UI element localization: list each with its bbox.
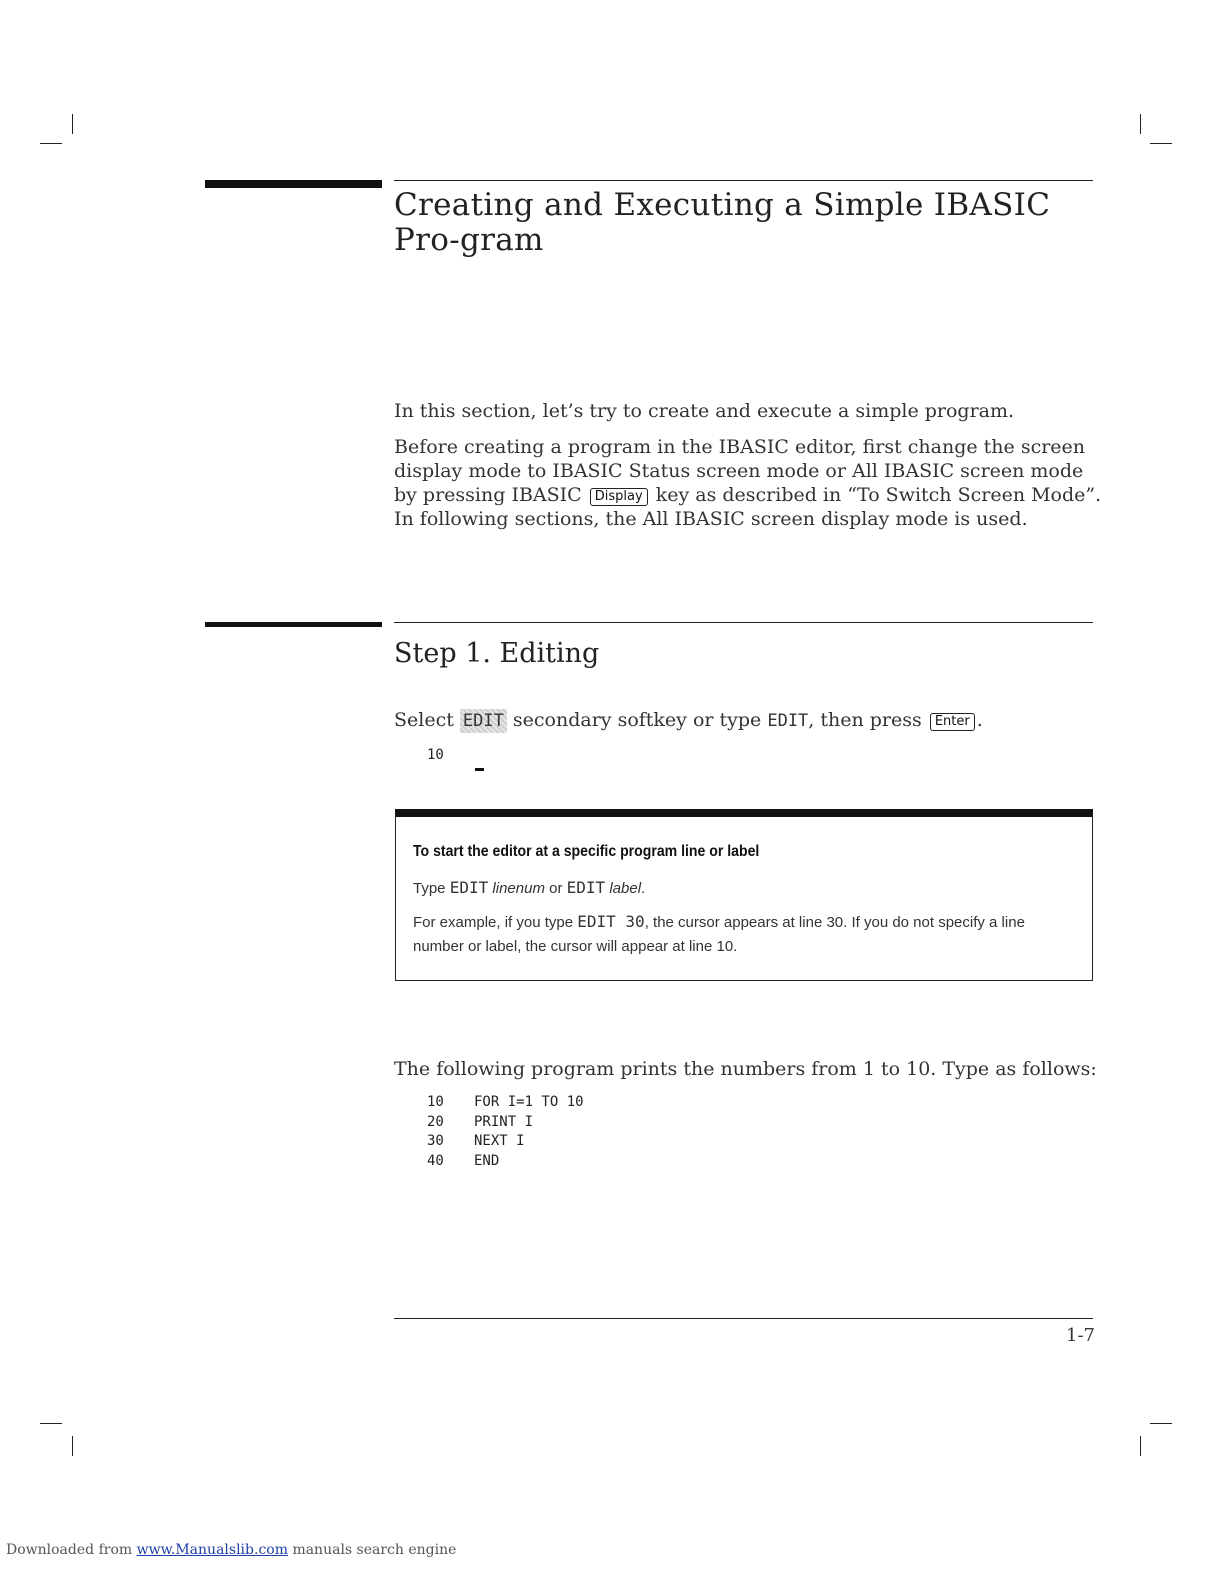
line-number: 10: [427, 747, 444, 763]
note-param: linenum: [492, 880, 545, 897]
edit-command: EDIT: [767, 711, 809, 731]
note-text: .: [641, 880, 646, 897]
note-command: EDIT: [566, 878, 606, 897]
footer-rule: [394, 1318, 1093, 1319]
footer-text: manuals search engine: [292, 1542, 457, 1558]
intro-text-b: key as described in “To Switch Screen Mode”. In following sections, the All IBASIC screen display mode is used.: [394, 484, 1102, 530]
code-line: [427, 1132, 584, 1152]
code-text: NEXT I: [474, 1133, 525, 1149]
page-title: Creating and Executing a Simple IBASIC Pro-gram: [394, 187, 1051, 258]
footer-text: Downloaded from: [6, 1542, 133, 1558]
line-number: 40: [427, 1152, 444, 1169]
code-line: [427, 1152, 584, 1172]
code-line: [427, 1113, 584, 1133]
note-heading: To start the editor at a specific program line or label: [413, 843, 760, 860]
section-bar: [205, 622, 382, 627]
note-command: EDIT 30: [577, 912, 645, 931]
crop-mark: [72, 1436, 73, 1456]
note-text: Type: [413, 880, 446, 897]
section-rule: [394, 180, 1093, 181]
code-text: FOR I=1 TO 10: [474, 1094, 584, 1110]
note-syntax: [413, 876, 645, 901]
line-number: 10: [427, 1094, 444, 1110]
crop-mark: [40, 1423, 62, 1424]
manualslib-link[interactable]: www.Manualslib.com: [136, 1542, 288, 1558]
intro-text-a: Before creating a program in the IBASIC editor, first change the screen display mode to IBASIC Status screen mode or All IBASIC screen mode by pressing IBASIC: [394, 436, 1086, 506]
note-text: , the cursor appears at line 30. If you do not specify a line number or label, the cursor will appear at line 10.: [413, 914, 1025, 955]
note-text: or: [549, 880, 563, 897]
note-text: For example, if you type: [413, 914, 574, 931]
crop-mark: [40, 143, 62, 144]
edit-softkey: EDIT: [460, 709, 507, 733]
instruction-text: Select: [394, 709, 454, 731]
editor-line: [427, 746, 474, 766]
crop-mark: [1140, 114, 1141, 134]
note-command: EDIT: [449, 878, 489, 897]
program-listing: [427, 1093, 584, 1171]
intro-paragraph-2: [394, 435, 1104, 531]
instruction-text: , then press: [808, 709, 922, 731]
display-key: Display: [590, 488, 648, 506]
instruction-text: .: [976, 709, 983, 731]
instruction-text: secondary softkey or type: [512, 709, 762, 731]
section-rule: [394, 622, 1093, 623]
line-number: 20: [427, 1113, 444, 1130]
crop-mark: [1150, 1423, 1172, 1424]
program-intro: The following program prints the numbers from 1 to 10. Type as follows:: [394, 1058, 1097, 1080]
code-line: [427, 1093, 584, 1113]
section-bar: [205, 180, 382, 188]
page-number: 1-7: [1066, 1325, 1095, 1346]
crop-mark: [1150, 143, 1172, 144]
line-number: 30: [427, 1133, 444, 1149]
download-footer: [6, 1542, 456, 1558]
crop-mark: [72, 114, 73, 134]
note-box: [395, 809, 1093, 981]
note-example: [413, 910, 1073, 959]
note-param: label: [609, 880, 642, 897]
code-text: PRINT I: [474, 1113, 534, 1130]
step-title: Step 1. Editing: [394, 638, 600, 669]
crop-mark: [1140, 1436, 1141, 1456]
intro-paragraph-1: In this section, let’s try to create and execute a simple program.: [394, 400, 1015, 422]
enter-key: Enter: [930, 713, 975, 731]
cursor-icon: [475, 768, 484, 771]
code-text: END: [474, 1152, 500, 1169]
step-instruction: [394, 708, 1104, 733]
